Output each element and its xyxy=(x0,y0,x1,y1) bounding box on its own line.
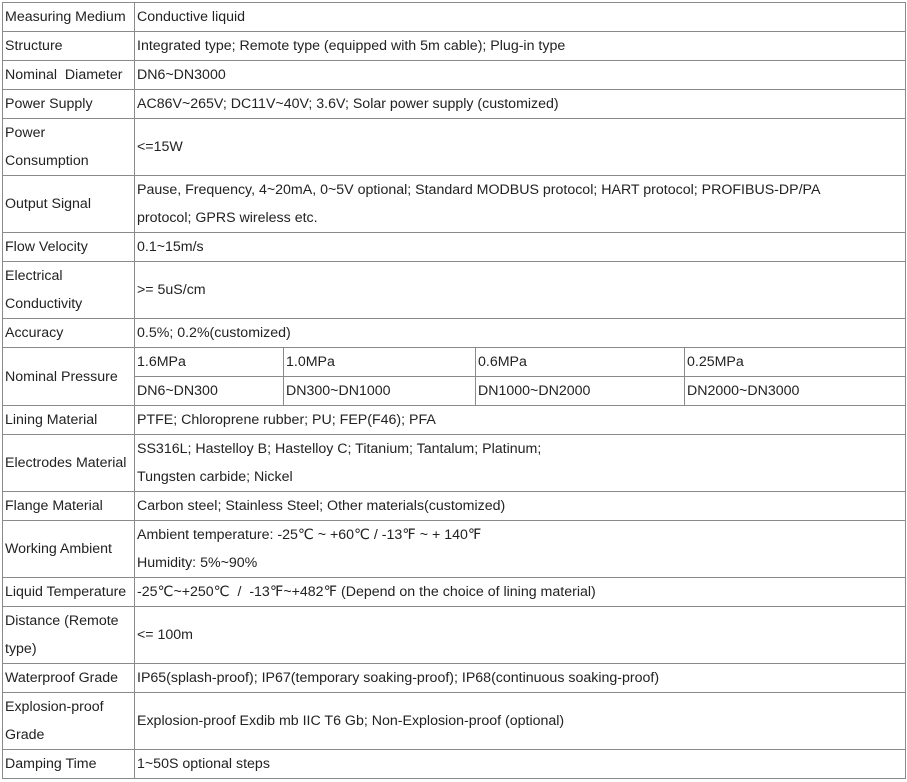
row-label: Nominal Diameter xyxy=(3,61,135,90)
table-row xyxy=(3,664,906,693)
row-label: Accuracy xyxy=(3,319,135,348)
row-value-line: protocol; GPRS wireless etc. xyxy=(137,210,318,226)
row-value: IP65(splash-proof); IP67(temporary soaking-proof); IP68(continuous soaking-proof) xyxy=(135,664,906,693)
table-row xyxy=(3,578,906,607)
row-value: -25℃~+250℃ / -13℉~+482℉ (Depend on the choice of lining material) xyxy=(135,578,906,607)
row-label xyxy=(3,693,135,750)
table-row xyxy=(3,176,906,233)
row-label-line: type) xyxy=(5,641,37,657)
row-label-line: Grade xyxy=(5,727,45,743)
row-value xyxy=(135,176,906,233)
table-row xyxy=(3,3,906,32)
row-label-line: Consumption xyxy=(5,153,89,169)
row-label: Liquid Temperature xyxy=(3,578,135,607)
row-value: PTFE; Chloroprene rubber; PU; FEP(F46); PFA xyxy=(135,406,906,435)
row-label: Power Supply xyxy=(3,90,135,119)
table-row xyxy=(3,607,906,664)
row-value: Conductive liquid xyxy=(135,3,906,32)
table-row xyxy=(3,521,906,578)
row-label: Damping Time xyxy=(3,750,135,779)
pressure-cell: 0.6MPa xyxy=(476,348,685,377)
row-value: >= 5uS/cm xyxy=(135,262,906,319)
row-value xyxy=(135,521,906,578)
row-value: Integrated type; Remote type (equipped with 5m cable); Plug-in type xyxy=(135,32,906,61)
row-label xyxy=(3,607,135,664)
row-label: Lining Material xyxy=(3,406,135,435)
row-label-line: Distance (Remote xyxy=(5,613,119,629)
row-value: 0.1~15m/s xyxy=(135,233,906,262)
table-row xyxy=(3,262,906,319)
row-label: Measuring Medium xyxy=(3,3,135,32)
table-row xyxy=(3,233,906,262)
row-label xyxy=(3,119,135,176)
pressure-cell: 1.0MPa xyxy=(284,348,476,377)
row-value: 1~50S optional steps xyxy=(135,750,906,779)
diameter-cell: DN6~DN300 xyxy=(135,377,284,406)
table-row xyxy=(3,406,906,435)
row-value-line: Ambient temperature: -25℃ ~ +60℃ / -13℉ ~ + 140℉ xyxy=(137,527,482,543)
table-row xyxy=(3,377,906,406)
specifications-table xyxy=(2,2,906,779)
table-row xyxy=(3,90,906,119)
row-value: DN6~DN3000 xyxy=(135,61,906,90)
table-row xyxy=(3,119,906,176)
table-row xyxy=(3,61,906,90)
table-row xyxy=(3,319,906,348)
row-value: <=15W xyxy=(135,119,906,176)
row-label-line: Power xyxy=(5,125,46,141)
table-row xyxy=(3,32,906,61)
row-value xyxy=(135,435,906,492)
row-label xyxy=(3,262,135,319)
row-label: Nominal Pressure xyxy=(3,348,135,406)
table-row xyxy=(3,435,906,492)
row-label: Waterproof Grade xyxy=(3,664,135,693)
row-label: Flow Velocity xyxy=(3,233,135,262)
table-row xyxy=(3,492,906,521)
row-value: AC86V~265V; DC11V~40V; 3.6V; Solar power supply (customized) xyxy=(135,90,906,119)
row-value: 0.5%; 0.2%(customized) xyxy=(135,319,906,348)
table-row xyxy=(3,693,906,750)
row-label: Electrodes Material xyxy=(3,435,135,492)
row-label-line: Electrical xyxy=(5,268,63,284)
row-label: Flange Material xyxy=(3,492,135,521)
row-value-line: Humidity: 5%~90% xyxy=(137,555,258,571)
row-value: Explosion-proof Exdib mb IIC T6 Gb; Non-Explosion-proof (optional) xyxy=(135,693,906,750)
row-value: <= 100m xyxy=(135,607,906,664)
row-label-line: Explosion-proof xyxy=(5,699,104,715)
row-value-line: SS316L; Hastelloy B; Hastelloy C; Titanium; Tantalum; Platinum; xyxy=(137,441,542,457)
pressure-cell: 1.6MPa xyxy=(135,348,284,377)
row-label-line: Conductivity xyxy=(5,296,83,312)
row-value-line: Pause, Frequency, 4~20mA, 0~5V optional; Standard MODBUS protocol; HART protocol; PROFIBUS-DP/PA xyxy=(137,182,821,198)
row-value: Carbon steel; Stainless Steel; Other materials(customized) xyxy=(135,492,906,521)
diameter-cell: DN2000~DN3000 xyxy=(685,377,906,406)
table-row xyxy=(3,750,906,779)
row-label: Output Signal xyxy=(3,176,135,233)
row-label: Structure xyxy=(3,32,135,61)
pressure-cell: 0.25MPa xyxy=(685,348,906,377)
row-value-line: Tungsten carbide; Nickel xyxy=(137,469,293,485)
diameter-cell: DN1000~DN2000 xyxy=(476,377,685,406)
diameter-cell: DN300~DN1000 xyxy=(284,377,476,406)
row-label: Working Ambient xyxy=(3,521,135,578)
table-row xyxy=(3,348,906,377)
